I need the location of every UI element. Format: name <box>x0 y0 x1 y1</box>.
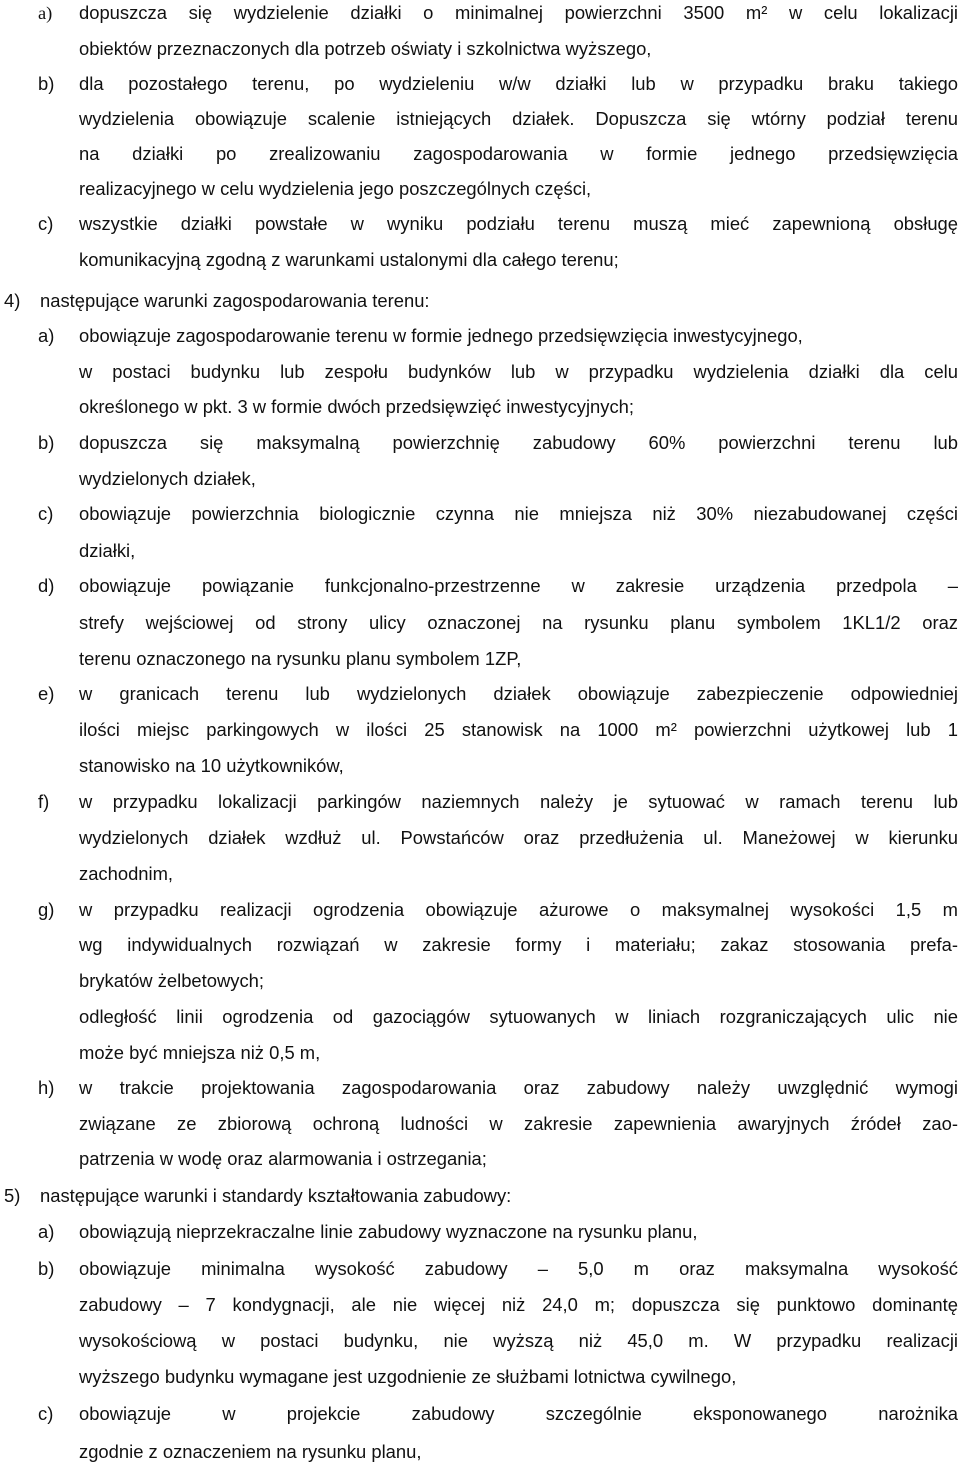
item-label: h) <box>38 1077 55 1098</box>
text-line: obiektów przeznaczonych dla potrzeb oświaty i szkolnictwa wyższego, <box>79 38 652 59</box>
text-line: zabudowy – 7 kondygnacji, ale nie więcej niż 24,0 m; dopuszcza się punktowo dominantę <box>79 1294 958 1315</box>
text-line: w przypadku lokalizacji parkingów naziemnych należy je sytuować w ramach terenu lub <box>79 791 958 812</box>
item-label: a) <box>38 325 55 346</box>
text-line: obowiązuje powiązanie funkcjonalno-przestrzenne w zakresie urządzenia przedpola – <box>79 575 958 596</box>
item-label: b) <box>38 73 55 94</box>
text-line: w postaci budynku lub zespołu budynków lub w przypadku wydzielenia działki dla celu <box>79 361 958 382</box>
text-line: zachodnim, <box>79 863 174 884</box>
item-label: a) <box>38 1221 55 1242</box>
item-label: b) <box>38 432 55 453</box>
text-line: stanowisko na 10 użytkowników, <box>79 755 344 776</box>
item-label: f) <box>38 791 50 812</box>
text-line: wyższego budynku wymagane jest uzgodnienie ze służbami lotnictwa cywilnego, <box>79 1366 737 1387</box>
item-label: 5) <box>4 1185 21 1206</box>
text-line: wydzielonych działek wzdłuż ul. Powstańców oraz przedłużenia ul. Maneżowej w kierunku <box>79 827 958 848</box>
text-line: realizacyjnego w celu wydzielenia jego poszczególnych części, <box>79 178 592 199</box>
text-line: w granicach terenu lub wydzielonych działek obowiązuje zabezpieczenie odpowiedniej <box>79 683 958 704</box>
item-label: d) <box>38 575 55 596</box>
item-label: e) <box>38 683 55 704</box>
text-line: następujące warunki zagospodarowania terenu: <box>40 290 430 311</box>
text-line: następujące warunki i standardy kształtowania zabudowy: <box>40 1185 512 1206</box>
text-line: obowiązuje powierzchnia biologicznie czynna nie mniejsza niż 30% niezabudowanej części <box>79 503 958 524</box>
text-line: w przypadku realizacji ogrodzenia obowiązuje ażurowe o maksymalnej wysokości 1,5 m <box>79 899 958 920</box>
text-line: dopuszcza się wydzielenie działki o minimalnej powierzchni 3500 m² w celu lokalizacji <box>79 2 958 23</box>
text-line: ilości miejsc parkingowych w ilości 25 stanowisk na 1000 m² powierzchni użytkowej lub 1 <box>79 719 958 740</box>
text-line: na działki po zrealizowaniu zagospodarowania w formie jednego przedsięwzięcia <box>79 143 958 164</box>
text-line: dla pozostałego terenu, po wydzieleniu w/w działki lub w przypadku braku takiego <box>79 73 958 94</box>
text-line: działki, <box>79 540 136 561</box>
text-line: brykatów żelbetowych; <box>79 970 265 991</box>
text-line: zgodnie z oznaczeniem na rysunku planu, <box>79 1441 422 1462</box>
text-line: patrzenia w wodę oraz alarmowania i ostrzegania; <box>79 1148 487 1169</box>
text-line: strefy wejściowej od strony ulicy oznaczonej na rysunku planu symbolem 1KL1/2 oraz <box>79 612 958 633</box>
item-label: g) <box>38 899 55 920</box>
text-line: związane ze zbiorową ochroną ludności w zakresie zapewnienia awaryjnych źródeł zao- <box>79 1113 958 1134</box>
text-line: wydzielonych działek, <box>79 468 256 489</box>
item-label: 4) <box>4 290 21 311</box>
item-label: c) <box>38 503 54 524</box>
text-line: dopuszcza się maksymalną powierzchnię zabudowy 60% powierzchni terenu lub <box>79 432 958 453</box>
text-line: w trakcie projektowania zagospodarowania oraz zabudowy należy uwzględnić wymogi <box>79 1077 958 1098</box>
text-line: wydzielenia obowiązuje scalenie istniejących działek. Dopuszcza się wtórny podział terenu <box>79 108 958 129</box>
text-line: obowiązuje minimalna wysokość zabudowy – 5,0 m oraz maksymalna wysokość <box>79 1258 958 1279</box>
text-line: komunikacyjną zgodną z warunkami ustalonymi dla całego terenu; <box>79 249 619 270</box>
item-label: b) <box>38 1258 55 1279</box>
text-line: obowiązuje w projekcie zabudowy szczególnie eksponowanego narożnika <box>79 1403 958 1424</box>
text-line: obowiązuje zagospodarowanie terenu w formie jednego przedsięwzięcia inwestycyjnego, <box>79 325 803 346</box>
text-line: odległość linii ogrodzenia od gazociągów sytuowanych w liniach rozgraniczających ulic nie <box>79 1006 958 1027</box>
item-label: c) <box>38 213 54 234</box>
item-label: a) <box>38 3 53 23</box>
text-line: obowiązują nieprzekraczalne linie zabudowy wyznaczone na rysunku planu, <box>79 1221 698 1242</box>
text-line: określonego w pkt. 3 w formie dwóch przedsięwzięć inwestycyjnych; <box>79 396 635 417</box>
item-label: c) <box>38 1403 54 1424</box>
text-line: wysokościową w postaci budynku, nie wyższą niż 45,0 m. W przypadku realizacji <box>79 1330 958 1351</box>
text-line: może być mniejsza niż 0,5 m, <box>79 1042 321 1063</box>
text-line: wg indywidualnych rozwiązań w zakresie formy i materiału; zakaz stosowania prefa- <box>79 934 958 955</box>
text-line: terenu oznaczonego na rysunku planu symbolem 1ZP, <box>79 648 522 669</box>
text-line: wszystkie działki powstałe w wyniku podziału terenu muszą mieć zapewnioną obsługę <box>79 213 958 234</box>
